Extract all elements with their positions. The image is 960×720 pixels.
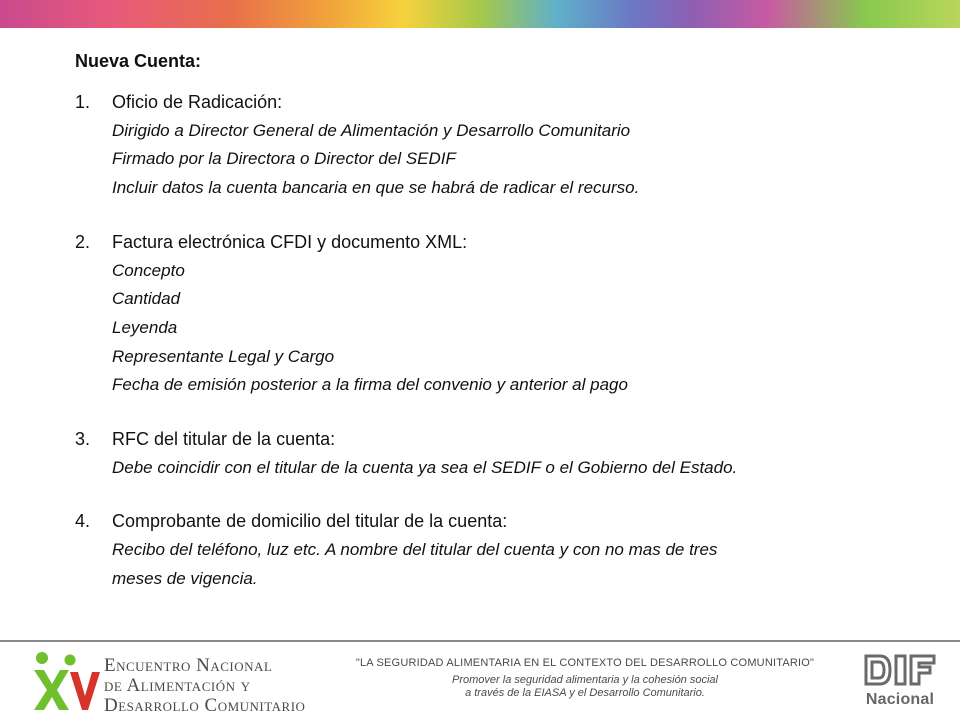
- list-item-detail: Debe coincidir con el titular de la cuenta ya sea el SEDIF o el Gobierno del Estado.: [112, 457, 738, 477]
- list-item-number: 4.: [75, 511, 91, 532]
- list-item-detail: meses de vigencia.: [112, 568, 258, 588]
- slide-heading: Nueva Cuenta:: [75, 51, 202, 71]
- list-item-body: [112, 88, 935, 203]
- dif-nacional-label: Nacional: [865, 691, 935, 708]
- list-item-detail: Representante Legal y Cargo: [112, 346, 335, 366]
- encuentro-title-line: Desarrollo Comunitario: [104, 695, 306, 716]
- xv-encuentro-logo: [30, 648, 100, 714]
- encuentro-title-line: de Alimentación y: [104, 675, 251, 696]
- list-item-1: [75, 88, 935, 203]
- list-item-detail: Cantidad: [112, 289, 181, 309]
- encuentro-title-line: Encuentro Nacional: [104, 655, 273, 676]
- top-color-strip: [0, 0, 960, 28]
- slogan-subtitle: Promover la seguridad alimentaria y la cohesión social: [452, 674, 718, 686]
- list-item-title: Oficio de Radicación:: [112, 92, 283, 112]
- list-item-detail: Firmado por la Directora o Director del SEDIF: [112, 149, 456, 169]
- list-item-3: [75, 425, 935, 482]
- encuentro-title: [104, 656, 305, 716]
- list-item-number: 1.: [75, 92, 91, 112]
- list-item-2: [75, 228, 935, 400]
- list-item-number: 3.: [75, 429, 91, 450]
- footer-slogan: [350, 656, 820, 700]
- list-item-title: Comprobante de domicilio del titular de la cuenta:: [112, 511, 508, 532]
- list-item-title: RFC del titular de la cuenta:: [112, 429, 336, 450]
- list-item-detail: Fecha de emisión posterior a la firma del convenio y anterior al pago: [112, 375, 628, 395]
- slogan-title: "LA SEGURIDAD ALIMENTARIA EN EL CONTEXTO DEL DESARROLLO COMUNITARIO": [355, 657, 815, 669]
- list-item-detail: Leyenda: [112, 317, 178, 337]
- slogan-subtitle: a través de la EIASA y el Desarrollo Comunitario.: [465, 687, 705, 699]
- list-item-detail: Recibo del teléfono, luz etc. A nombre del titular del cuenta y con no mas de tres: [112, 540, 718, 560]
- list-item-body: [112, 507, 935, 593]
- list-item-number: 2.: [75, 231, 91, 252]
- list-item-detail: Incluir datos la cuenta bancaria en que se habrá de radicar el recurso.: [112, 178, 640, 198]
- list-item-detail: Concepto: [112, 260, 185, 280]
- slide-content: [75, 48, 935, 619]
- list-item-detail: Dirigido a Director General de Alimentación y Desarrollo Comunitario: [112, 120, 631, 140]
- list-item-body: [112, 425, 935, 482]
- list-item-body: [112, 228, 935, 400]
- list-item-title: Factura electrónica CFDI y documento XML:: [112, 231, 468, 252]
- list-item-4: [75, 507, 935, 593]
